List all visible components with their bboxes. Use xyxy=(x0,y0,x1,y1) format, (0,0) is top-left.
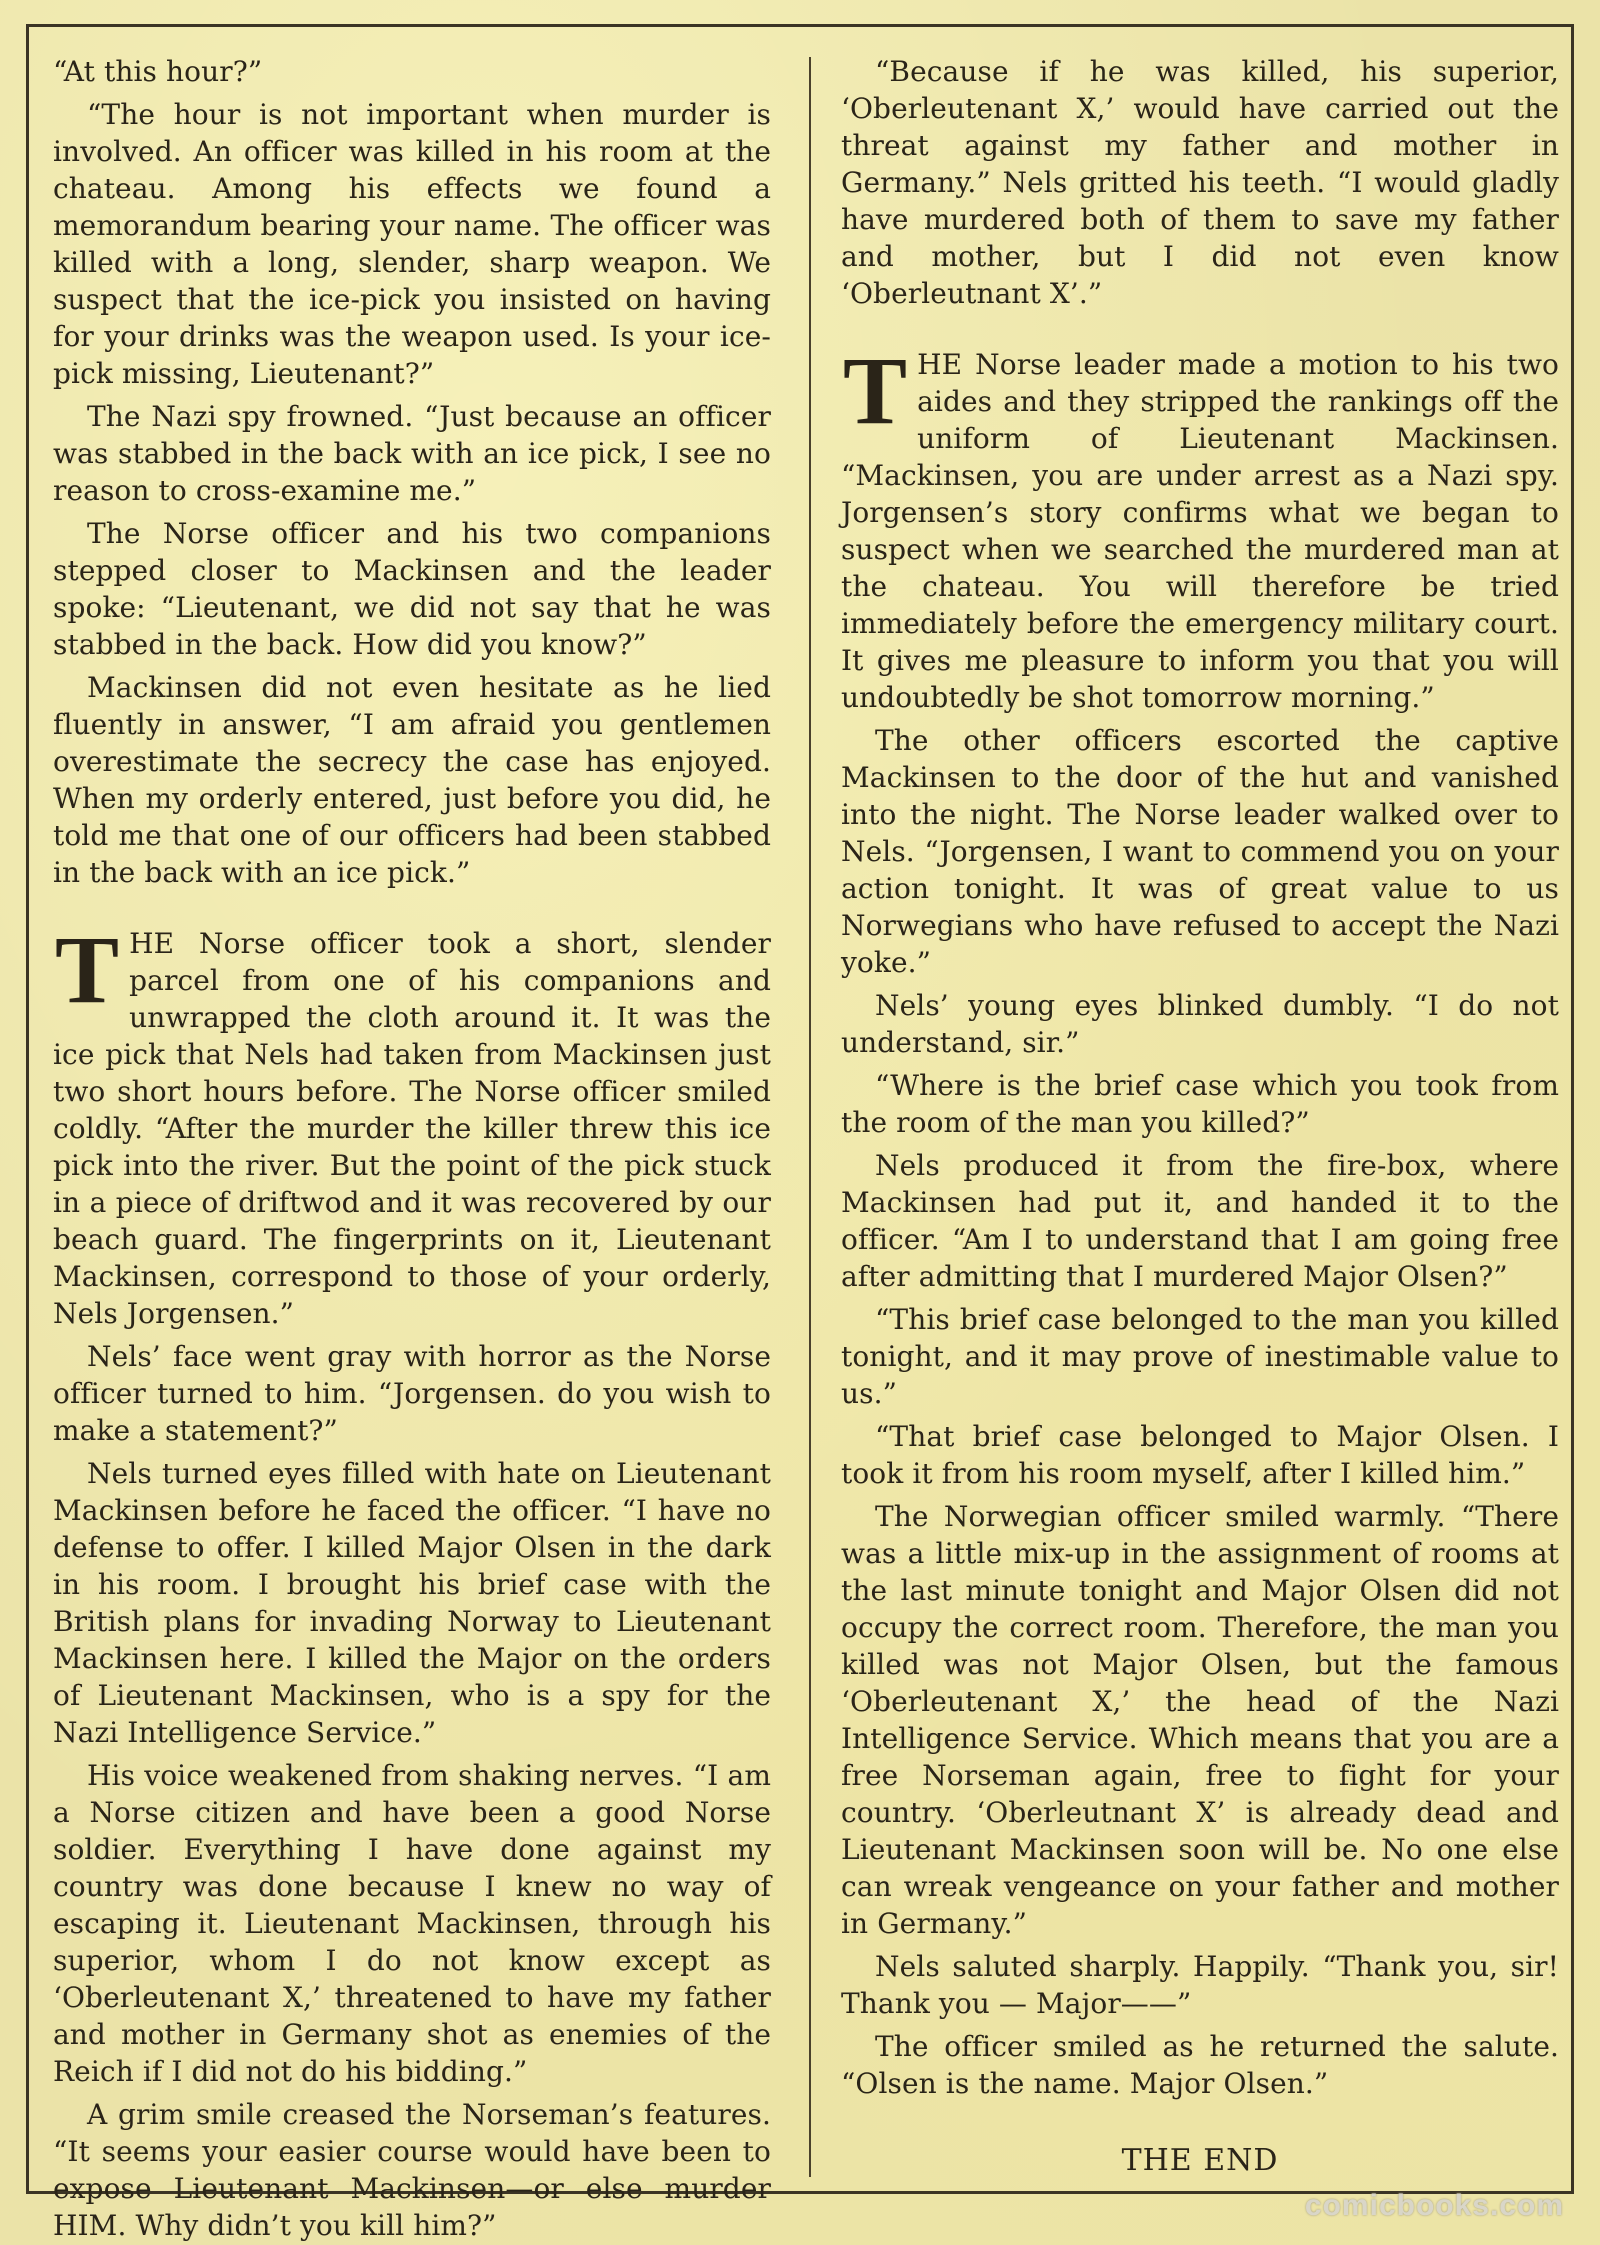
right-column xyxy=(841,53,1559,2183)
paragraph: Nels saluted sharply. Happily. “Thank you, sir! Thank you — Major——” xyxy=(841,1950,1559,2020)
section-opening-paragraph xyxy=(53,916,771,1332)
paragraph: The Nazi spy frowned. “Just because an officer was stabbed in the back with an ice pick, I see no reason to cross-examine me.” xyxy=(53,400,771,507)
column-divider xyxy=(809,57,811,2177)
drop-cap: T xyxy=(843,337,908,444)
paragraph: The Norse officer and his two companions stepped closer to Mackinsen and the leader spoke: “Lieutenant, we did not say that he was stabbed in the back. How did you know?” xyxy=(53,517,771,661)
paragraph: “This brief case belonged to the man you killed tonight, and it may prove of inestimable value to us.” xyxy=(841,1303,1559,1410)
drop-cap: T xyxy=(55,916,120,1023)
paragraph: Nels’ young eyes blinked dumbly. “I do not understand, sir.” xyxy=(841,989,1559,1059)
section-opening-paragraph xyxy=(841,337,1559,716)
paragraph: “Because if he was killed, his superior, ‘Oberleutenant X,’ would have carried out the threat against my father and mother in Germany.” Nels gritted his teeth. “I would gladly have murdered both of them to save my father and mother, but I did not even know ‘Oberleutnant X’.” xyxy=(841,55,1559,310)
paragraph: “That brief case belonged to Major Olsen. I took it from his room myself, after I killed him.” xyxy=(841,1420,1559,1490)
paragraph: The other officers escorted the captive Mackinsen to the door of the hut and vanished into the night. The Norse leader walked over to Nels. “Jorgensen, I want to commend you on your action tonight. It was of great value to us Norwegians who have refused to accept the Nazi yoke.” xyxy=(841,724,1559,979)
section-opening-text: HE Norse officer took a short, slender parcel from one of his companions and unwrapped the cloth around it. It was the ice pick that Nels had taken from Mackinsen just two short hours before. The Norse officer smiled coldly. “After the murder the killer threw this ice pick into the river. But the point of the pick stuck in a piece of driftwod and it was recovered by our beach guard. The fingerprints on it, Lieutenant Mackinsen, correspond to those of your orderly, Nels Jorgensen.” xyxy=(53,927,771,1330)
paragraph: Nels produced it from the fire-box, where Mackinsen had put it, and handed it to the officer. “Am I to understand that I am going free after admitting that I murdered Major Olsen?” xyxy=(841,1149,1559,1293)
paragraph: Nels’ face went gray with horror as the Norse officer turned to him. “Jorgensen. do you wish to make a statement?” xyxy=(53,1340,771,1447)
left-column xyxy=(53,53,771,2242)
paragraph: “The hour is not important when murder is involved. An officer was killed in his room at the chateau. Among his effects we found a memorandum bearing your name. The officer was killed with a long, slender, sharp weapon. We suspect that the ice-pick you insisted on having for your drinks was the weapon used. Is your ice-pick missing, Lieutenant?” xyxy=(53,98,771,390)
the-end-label: THE END xyxy=(1121,2143,1279,2178)
paragraph: His voice weakened from shaking nerves. “I am a Norse citizen and have been a good Norse soldier. Everything I have done against my country was done because I knew no way of escaping it. Lieutenant Mackinsen, through his superior, whom I do not know except as ‘Oberleutenant X,’ threatened to have my father and mother in Germany shot as enemies of the Reich if I did not do his bidding.” xyxy=(53,1759,771,2088)
section-opening-text: HE Norse leader made a motion to his two aides and they stripped the rankings off the uniform of Lieutenant Mackinsen. “Mackinsen, you are under arrest as a Nazi spy. Jorgensen’s story confirms what we began to suspect when we searched the murdered man at the chateau. You will therefore be tried immediately before the emergency military court. It gives me pleasure to inform you that you will undoubtedly be shot tomorrow morning.” xyxy=(841,348,1559,714)
paragraph: “At this hour?” xyxy=(53,55,263,88)
site-watermark: comicbooks.com xyxy=(1304,2189,1564,2222)
paragraph: “Where is the brief case which you took from the room of the man you killed?” xyxy=(841,1069,1559,1139)
paragraph: Mackinsen did not even hesitate as he lied fluently in answer, “I am afraid you gentlemen overestimate the secrecy the case has enjoyed. When my orderly entered, just before you did, he told me that one of our officers had been stabbed in the back with an ice pick.” xyxy=(53,671,771,889)
paragraph: The officer smiled as he returned the salute. “Olsen is the name. Major Olsen.” xyxy=(841,2030,1559,2100)
paragraph: A grim smile creased the Norseman’s features. “It seems your easier course would have been to expose Lieutenant Mackinsen—or else murder HIM. Why didn’t you kill him?” xyxy=(53,2098,771,2242)
paragraph: Nels turned eyes filled with hate on Lieutenant Mackinsen before he faced the officer. “I have no defense to offer. I killed Major Olsen in the dark in his room. I brought his brief case with the British plans for invading Norway to Lieutenant Mackinsen here. I killed the Major on the orders of Lieutenant Mackinsen, who is a spy for the Nazi Intelligence Service.” xyxy=(53,1457,771,1749)
paragraph: The Norwegian officer smiled warmly. “There was a little mix-up in the assignment of rooms at the last minute tonight and Major Olsen did not occupy the correct room. Therefore, the man you killed was not Major Olsen, but the famous ‘Oberleutenant X,’ the head of the Nazi Intelligence Service. Which means that you are a free Norseman again, free to fight for your country. ‘Oberleutnant X’ is already dead and Lieutenant Mackinsen soon will be. No one else can wreak vengeance on your father and mother in Germany.” xyxy=(841,1500,1559,1940)
